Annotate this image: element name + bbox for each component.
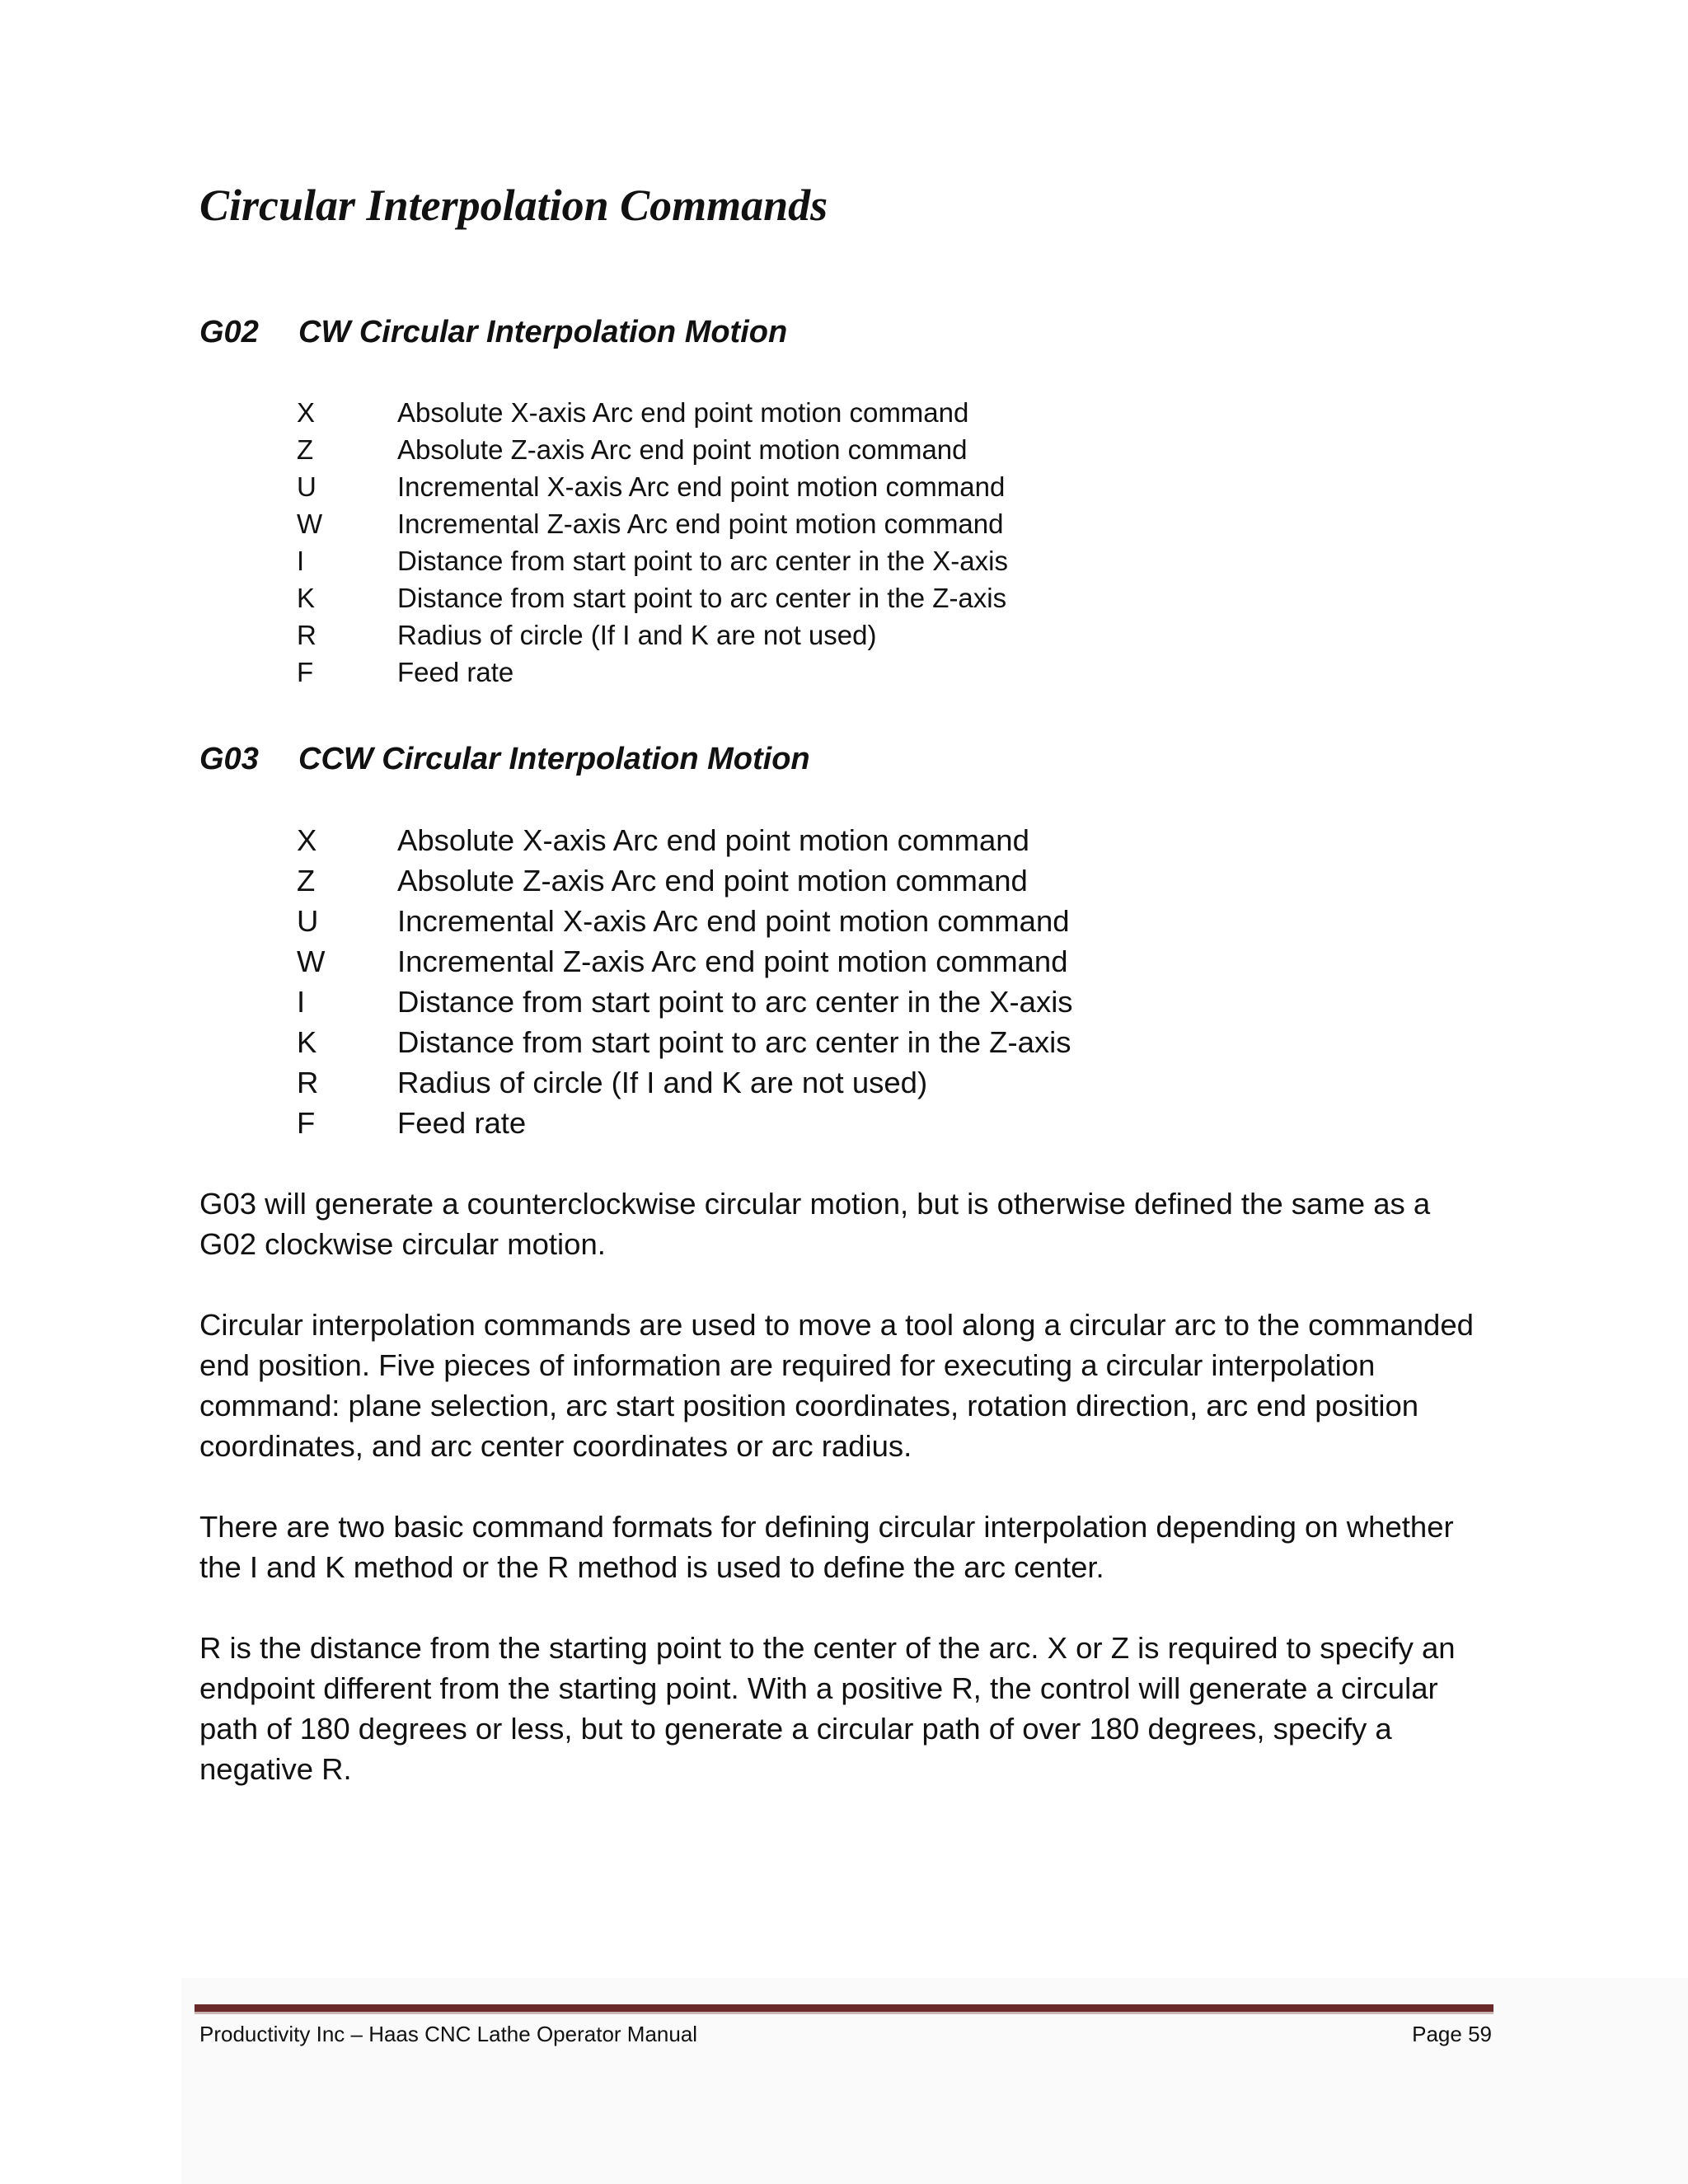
section-heading-g03 <box>199 738 810 780</box>
param-description: Radius of circle (If I and K are not used) <box>397 1066 928 1099</box>
section-code: G02 <box>199 315 259 349</box>
param-letter: K <box>297 583 316 613</box>
param-row <box>297 654 1008 691</box>
param-description: Absolute X-axis Arc end point motion command <box>397 397 969 428</box>
param-row <box>297 394 1008 431</box>
param-letter: Z <box>297 864 316 898</box>
footer-document-title: Productivity Inc – Haas CNC Lathe Operator Manual <box>199 2022 698 2046</box>
param-row <box>297 982 1073 1022</box>
param-description: Incremental X-axis Arc end point motion command <box>397 471 1006 502</box>
param-description: Incremental Z-axis Arc end point motion command <box>397 509 1004 539</box>
param-letter: F <box>297 657 314 687</box>
g02-parameter-list <box>297 394 1008 691</box>
param-description: Absolute Z-axis Arc end point motion command <box>397 864 1028 898</box>
section-heading-g02 <box>199 312 787 353</box>
param-letter: R <box>297 620 316 650</box>
param-letter: F <box>297 1106 316 1140</box>
param-description: Distance from start point to arc center in the Z-axis <box>397 1025 1071 1059</box>
param-letter: R <box>297 1066 319 1099</box>
param-description: Incremental X-axis Arc end point motion command <box>397 904 1070 938</box>
param-row <box>297 1062 1073 1103</box>
param-row <box>297 820 1073 860</box>
param-row <box>297 1022 1073 1062</box>
param-letter: U <box>297 904 319 938</box>
param-letter: I <box>297 546 305 576</box>
param-row <box>297 542 1008 579</box>
param-letter: I <box>297 985 306 1019</box>
param-row <box>297 616 1008 654</box>
param-description: Distance from start point to arc center in the Z-axis <box>397 583 1007 613</box>
param-description: Feed rate <box>397 1106 527 1140</box>
param-description: Distance from start point to arc center in the X-axis <box>397 985 1073 1019</box>
section-title: CCW Circular Interpolation Motion <box>298 742 810 776</box>
section-title: CW Circular Interpolation Motion <box>298 315 788 349</box>
param-description: Incremental Z-axis Arc end point motion command <box>397 944 1068 978</box>
param-description: Radius of circle (If I and K are not used) <box>397 620 877 650</box>
param-row <box>297 901 1073 941</box>
param-letter: X <box>297 823 317 857</box>
param-row <box>297 941 1073 982</box>
param-description: Absolute Z-axis Arc end point motion command <box>397 434 968 465</box>
param-letter: Z <box>297 434 314 465</box>
param-letter: W <box>297 509 323 539</box>
page-title: Circular Interpolation Commands <box>199 180 828 230</box>
paragraph-g03-description: G03 will generate a counterclockwise circular motion, but is otherwise defined the same as a G02 clockwise circular motion. <box>199 1187 1431 1261</box>
param-letter: W <box>297 944 326 978</box>
param-description: Absolute X-axis Arc end point motion command <box>397 823 1029 857</box>
paragraph-r-method: R is the distance from the starting point to the center of the arc. X or Z is required to specify an endpoint different from the starting point. With a positive R, the control will generate a circular path of 180 degrees or less, but to generate a circular path of over 180 degrees, specify a negative R. <box>199 1631 1456 1786</box>
param-row <box>297 579 1008 616</box>
param-row <box>297 505 1008 542</box>
footer-divider <box>195 2004 1493 2014</box>
param-description: Feed rate <box>397 657 514 687</box>
param-row <box>297 468 1008 505</box>
g03-parameter-list <box>297 820 1073 1143</box>
footer-page-number: Page 59 <box>1412 2022 1492 2046</box>
param-row <box>297 1103 1073 1143</box>
param-row <box>297 431 1008 468</box>
param-description: Distance from start point to arc center in the X-axis <box>397 546 1008 576</box>
paragraph-command-formats: There are two basic command formats for defining circular interpolation depending on whether the I and K method or the R method is used to define the arc center. <box>199 1510 1454 1584</box>
section-code: G03 <box>199 742 259 776</box>
param-letter: U <box>297 471 316 502</box>
param-letter: X <box>297 397 316 428</box>
paragraph-interpolation-overview: Circular interpolation commands are used to move a tool along a circular arc to the commanded end position. Five pieces of information are required for executing a circular interpolation command: plane selection, arc start position coordinates, rotation direction, arc end position coordinates, and arc center coordinates or arc radius. <box>199 1308 1474 1463</box>
param-letter: K <box>297 1025 317 1059</box>
param-row <box>297 860 1073 901</box>
